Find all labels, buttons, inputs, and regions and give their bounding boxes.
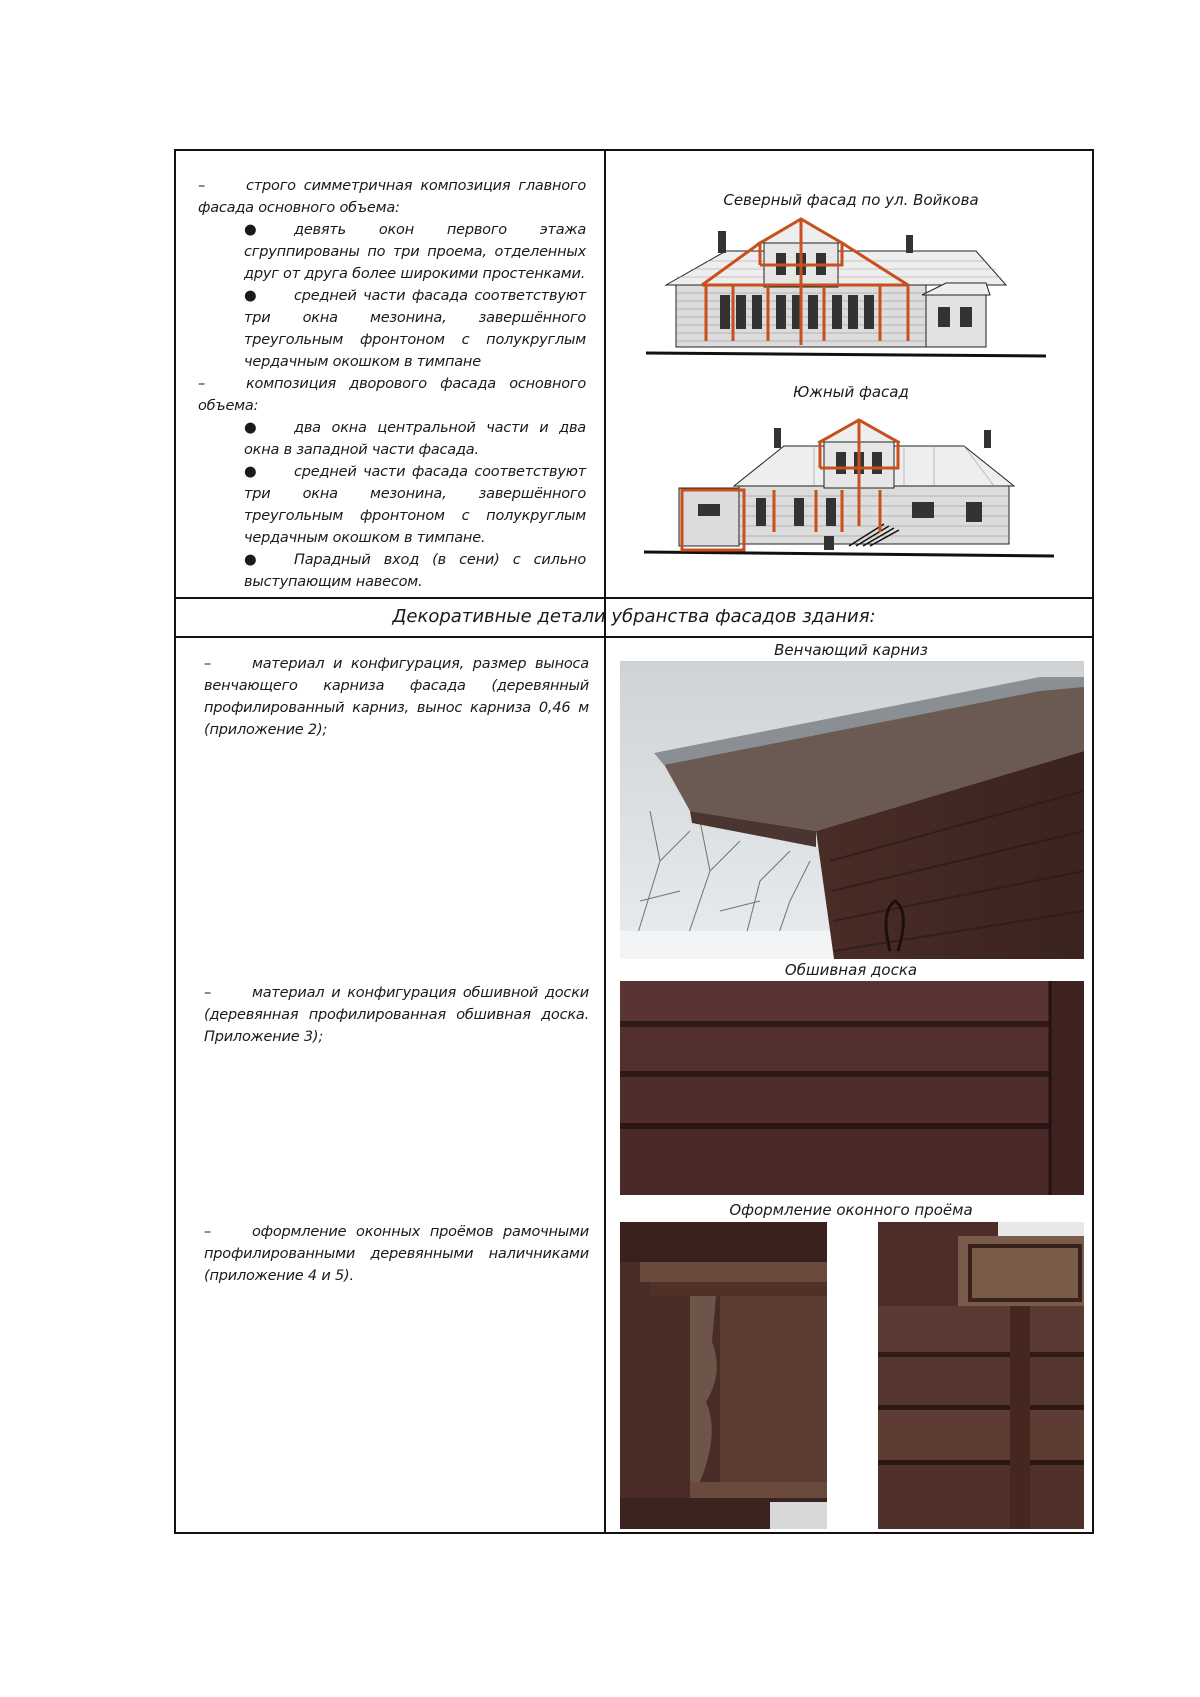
south-facade-drawing (644, 406, 1064, 566)
north-facade-caption: Северный фасад по ул. Войкова (723, 191, 979, 209)
row-divider-bottom (176, 636, 1092, 638)
detail-text-window: – оформление оконных проёмов рамочными профилированными деревянными наличниками (приложение 4 и 5). (204, 1224, 589, 1284)
window-surround-photo-right (878, 1222, 1084, 1529)
courtyard-facade-bullet-1: два окна центральной части и два окна в западной части фасада. (244, 420, 586, 458)
courtyard-facade-bullet-3: Парадный вход (в сени) с сильно выступающим навесом. (244, 552, 586, 590)
main-facade-bullet-1: девять окон первого этажа сгруппированы по три проема, отделенных друг от друга более широкими простенками. (244, 222, 586, 282)
detail-cornice-text: материал и конфигурация, размер выноса венчающего карниза фасада (деревянный профилированный карниз, вынос карниза 0,46 м (приложение 2); (204, 656, 589, 738)
column-divider (604, 151, 606, 1534)
courtyard-facade-intro: композиция дворового фасада основного объема: (198, 376, 586, 414)
window-caption: Оформление оконного проёма (729, 1201, 973, 1219)
detail-text-siding: – материал и конфигурация обшивной доски (деревянная профилированная обшивная доска. Приложение 3); (204, 985, 589, 1045)
north-facade-drawing (646, 213, 1056, 363)
window-surround-photo-left (620, 1222, 827, 1529)
siding-photo (620, 981, 1084, 1195)
siding-caption: Обшивная доска (784, 961, 918, 979)
detail-siding-text: материал и конфигурация обшивной доски (деревянная профилированная обшивная доска. Приложение 3); (204, 985, 589, 1045)
courtyard-facade-bullet-2: средней части фасада соответствуют три окна мезонина, завершённого треугольным фронтоном с полукруглым чердачным окошком в тимпане. (244, 464, 586, 546)
document-table (174, 149, 1094, 1534)
main-facade-intro: строго симметричная композиция главного фасада основного объема: (198, 178, 586, 216)
cornice-caption: Венчающий карниз (774, 641, 928, 659)
south-facade-caption: Южный фасад (793, 383, 909, 401)
cornice-photo (620, 661, 1084, 959)
facade-composition-text: – строго симметричная композиция главного фасада основного объема: ● девять окон первого этажа сгруппированы по три проема, отделенных друг от друга более широкими простенками. ● средней части фасада соответствуют три окна мезонина, завершённого треугольным фронтоном с полукруглым чердачным окошком в тимпане – композиция дворового фасада основного объема: ● два окна центральной части и два окна в западной части фасада. ● средней части фасада соответствуют три окна мезонина, завершённого треугольным фронтоном с полукруглым чердачным окошком в тимпане. ● Парадный вход (в сени) с сильно выступающим навесом. (198, 178, 586, 590)
main-facade-bullet-2: средней части фасада соответствуют три окна мезонина, завершённого треугольным фронтоном с полукруглым чердачным окошком в тимпане (244, 288, 586, 370)
detail-window-text: оформление оконных проёмов рамочными профилированными деревянными наличниками (приложение 4 и 5). (204, 1224, 589, 1284)
section-title: Декоративные детали убранства фасадов здания: (392, 606, 876, 627)
detail-text-cornice: – материал и конфигурация, размер выноса венчающего карниза фасада (деревянный профилированный карниз, вынос карниза 0,46 м (приложение 2); (204, 656, 589, 738)
